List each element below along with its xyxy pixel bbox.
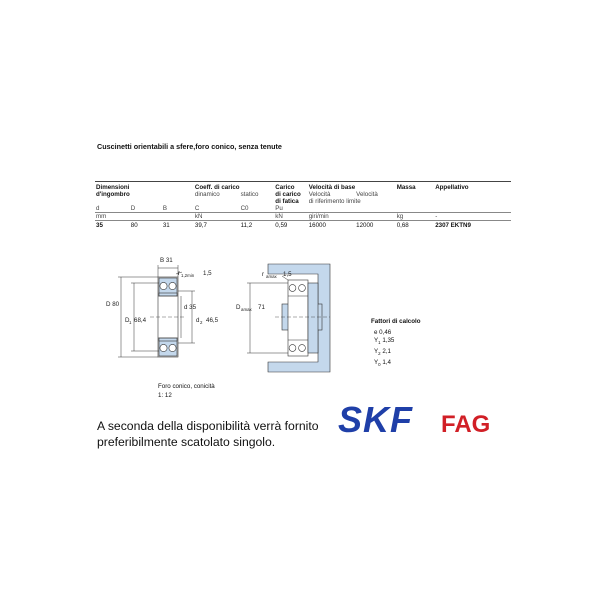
- symbol-cell: d: [96, 205, 100, 212]
- label-d2-value: 46,5: [206, 317, 219, 324]
- factor-y1-sub: 1: [378, 340, 381, 346]
- value-cell: 2307 EKTN9: [435, 222, 471, 229]
- header-dimensions-2: d'ingombro: [96, 191, 130, 198]
- label-r-value: 1,5: [203, 270, 212, 277]
- value-cell: 12000: [356, 222, 374, 229]
- header-dimensions: Dimensioni: [95, 182, 130, 192]
- symbol-cell: C0: [240, 205, 249, 212]
- header-speed-sub: di riferimento limite: [308, 198, 361, 205]
- fag-logo: FAG: [441, 411, 491, 438]
- label-B: B 31: [160, 257, 173, 264]
- label-D1-sub: 1: [129, 320, 132, 325]
- unit-cell: mm: [95, 213, 130, 221]
- label-Da-sub: amax: [241, 307, 252, 312]
- taper-note: [158, 382, 215, 400]
- value-cell: 11,2: [240, 222, 253, 229]
- header-mass: Massa: [396, 182, 434, 192]
- value-cell: 80: [130, 222, 138, 229]
- symbol-cell: B: [162, 205, 167, 212]
- factors-title: Fattori di calcolo: [371, 318, 421, 325]
- header-fatigue: di fatica: [275, 198, 299, 205]
- unit-cell: kN: [274, 213, 307, 221]
- symbol-cell: D: [130, 205, 136, 212]
- unit-cell: -: [434, 213, 511, 221]
- header-speed: Velocità di base: [308, 182, 355, 192]
- header-designation: Appellativo: [434, 182, 511, 192]
- label-D1: D: [125, 317, 130, 324]
- label-D: D 80: [106, 301, 120, 308]
- factor-y2-value: 2,1: [382, 348, 391, 356]
- factor-y0-symbol: Y: [374, 359, 379, 367]
- availability-note-line-2: preferibilmente scatolato singolo.: [97, 434, 276, 449]
- mounting-section-right: [268, 264, 330, 372]
- factor-y0-value: 1,4: [382, 359, 391, 367]
- label-ra-sub: amax: [266, 274, 277, 279]
- value-cell: 39,7: [194, 222, 207, 229]
- label-d2-sub: 2: [200, 320, 203, 325]
- header-static: statico: [240, 191, 259, 198]
- label-r: r: [178, 270, 181, 277]
- factor-y1-value: 1,35: [382, 337, 395, 345]
- availability-note-line-1: A seconda della disponibilità verrà fornito: [97, 419, 319, 433]
- factor-y0-sub: 0: [378, 362, 381, 368]
- factor-y2-sub: 2: [378, 351, 381, 357]
- header-load-2: di carico: [275, 191, 301, 198]
- header-load-coeff: Coeff. di carico: [194, 182, 240, 192]
- symbol-cell: Pu: [275, 205, 283, 212]
- header-speed-3: Velocità: [356, 191, 378, 198]
- unit-cell: kg: [396, 213, 434, 221]
- label-ra-value: 1,5: [283, 271, 292, 278]
- taper-note-line-2: 1: 12: [158, 392, 172, 399]
- factor-y0: [371, 359, 421, 370]
- calculation-factors: [371, 318, 421, 370]
- unit-cell: giri/min: [308, 213, 355, 221]
- value-cell: 0,59: [275, 222, 288, 229]
- label-d2: d: [196, 317, 200, 324]
- factor-y2-symbol: Y: [374, 348, 379, 356]
- dimension-lines-left: [118, 265, 195, 357]
- label-d: d 35: [184, 304, 197, 311]
- label-D1-value: 68,4: [134, 317, 147, 324]
- value-cell: 31: [162, 222, 170, 229]
- factor-y1-symbol: Y: [374, 337, 379, 345]
- factor-y1: [371, 337, 421, 348]
- factor-y2: [371, 348, 421, 359]
- symbol-cell: C: [194, 205, 200, 212]
- label-ra: r: [262, 271, 265, 278]
- availability-note: [97, 419, 319, 450]
- header-load: Carico: [274, 182, 307, 192]
- value-cell: 35: [96, 222, 103, 229]
- page-title: Cuscinetti orientabili a sfere,foro conico, senza tenute: [97, 142, 282, 151]
- header-dynamic: dinamico: [194, 191, 220, 198]
- taper-note-line-1: Foro conico, conicità: [158, 383, 215, 390]
- label-Da-value: 71: [258, 304, 265, 311]
- unit-cell: kN: [194, 213, 240, 221]
- bearing-section-left: [150, 277, 186, 357]
- value-cell: 0,68: [396, 222, 409, 229]
- value-cell: 16000: [308, 222, 326, 229]
- brand-logos: [338, 402, 498, 438]
- header-speed-2: Velocità: [308, 191, 331, 198]
- label-r-sub: 1,2min: [181, 273, 195, 278]
- factor-e: e 0,46: [374, 328, 392, 336]
- label-Da: D: [236, 304, 241, 311]
- skf-logo: SKF: [338, 402, 413, 438]
